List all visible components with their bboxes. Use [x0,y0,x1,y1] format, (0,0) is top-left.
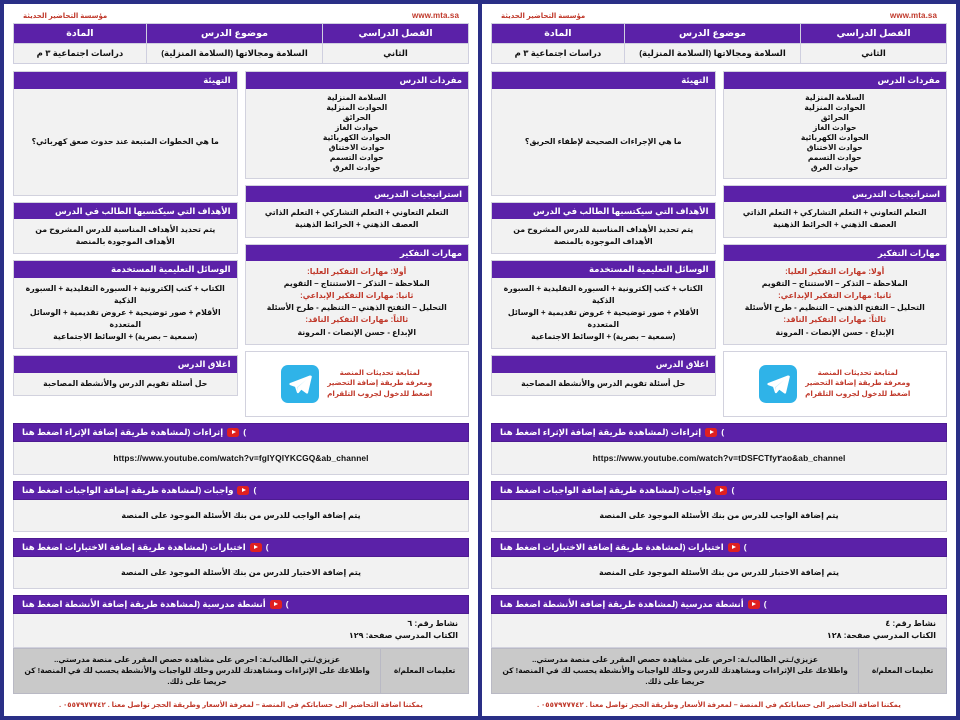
preparation-question: ما هي الإجراءات الصحيحة لإطفاء الحريق؟ [492,89,715,195]
strategies-line-2: العصف الذهني + الخرائط الذهنية [773,220,897,230]
activities-header-label: أنشطة مدرسية (لمشاهدة طريقة إضافة الأنشطة اضغط هنا [500,598,744,609]
activities-header-label: أنشطة مدرسية (لمشاهدة طريقة إضافة الأنشطة اضغط هنا [22,598,266,609]
list-item: الحرائق [820,112,849,122]
activity-details [491,614,947,648]
closing-text: حل أسئلة تقويم الدرس والأنشطة المصاحبة [14,373,237,395]
thinking-group-heading: أولا: مهارات التفكير العليا: [307,267,407,277]
brand-line [491,10,947,23]
thinking-group-text: الملاحظة – التذكر – الاستنتاج – التقويم [283,279,430,289]
enrichment-section [13,423,469,475]
thinking-group-text: التحليل – التفتح الذهني – التنظيم - طرح الأسئلة [266,303,447,313]
activity-number: نشاط رقم: ٤ [885,618,936,628]
objectives-text: يتم تحديد الأهداف المناسبة للدرس المشروح من الأهداف الموجودة بالمنصة [492,219,715,253]
list-item: الحوادث الكهربائية [800,132,869,142]
page-footer: يمكننا اضافة التحاضير الى حساباتكم في المنصة – لمعرفة الأسعار وطريقة الحجز تواصل معنا . ٠٥٥٧٩٧٧٧٤٢ . [59,702,423,709]
homework-section [491,481,947,532]
teaching-aids-content [14,278,237,348]
telegram-icon[interactable] [759,365,797,403]
tests-text: يتم إضافة الاختبار للدرس من بنك الأسئلة الموجود على المنصة [13,557,469,589]
strategies-card [245,185,470,238]
thinking-skills-card [245,244,470,345]
telegram-line-1: لمتابعة تحديثات المنصة [817,367,898,377]
closing-text: حل أسئلة تقويم الدرس والأنشطة المصاحبة [492,373,715,395]
homework-header-label: واجبات (لمشاهدة طريقة إضافة الواجبات اضغط هنا [22,484,234,495]
teaching-aids-card-header: الوسائل التعليمية المستخدمة [492,261,715,278]
teacher-text-line-2: واطلاعك على الإثراءات ومشاهدتك للدرس وحلك للواجبات والأنشطة يحسب لك في المنصة! كن حريصا على ذلك. [24,666,370,687]
thinking-skills-content [246,261,469,343]
activities-header-tail: ) [763,599,767,610]
strategies-line-2: العصف الذهني + الخرائط الذهنية [295,220,419,230]
enrichment-section [491,423,947,475]
table-row [492,648,947,693]
list-item: حوادث التسمم [329,152,384,162]
tests-header-label: اختبارات (لمشاهدة طريقة إضافة الاختبارات اضغط هنا [500,541,724,552]
thinking-group-text: الملاحظة – التذكر – الاستنتاج – التقويم [761,279,908,289]
activity-details [13,614,469,648]
table-row [14,648,469,693]
column-header-subject: المادة [14,24,147,44]
closing-card [491,355,716,396]
strategies-line-1: التعلم التعاوني + التعلم التشاركي + التعلم الذاتي [264,208,449,218]
column-header-term: الفصل الدراسي [801,24,947,44]
activities-header[interactable] [491,595,947,614]
objectives-card-header: الأهداف التي سيكتسبها الطالب في الدرس [14,203,237,220]
preparation-card-header: التهيئة [14,72,237,89]
preparation-question: ما هي الخطوات المتبعة عند حدوث صعق كهربائي؟ [14,89,237,195]
thinking-group-heading: أولا: مهارات التفكير العليا: [785,267,885,277]
telegram-line-2: ومعرفة طريقة إضافة التحضير [805,378,911,388]
activities-section [491,595,947,694]
column-right [723,71,948,417]
list-item: حوادث الاختناق [806,142,863,152]
objectives-card [491,202,716,255]
youtube-icon[interactable] [748,600,760,609]
list-item: حوادث الاختناق [328,142,385,152]
youtube-icon[interactable] [715,486,727,495]
telegram-promo-card[interactable] [723,351,948,417]
cell-subject: دراسات اجتماعية ٣ م [492,44,625,64]
column-right [245,71,470,417]
enrichment-url[interactable]: https://www.youtube.com/watch?v=fgIYQIYKCGQ&ab_channel [13,442,469,475]
youtube-icon[interactable] [705,428,717,437]
homework-header[interactable] [491,481,947,500]
objectives-text: يتم تحديد الأهداف المناسبة للدرس المشروح من الأهداف الموجودة بالمنصة [14,219,237,253]
activities-section [13,595,469,694]
brand-website: www.mta.sa [890,11,937,20]
closing-card-header: اغلاق الدرس [14,356,237,373]
homework-section [13,481,469,532]
activity-book-page: الكتاب المدرسي صفحة: ١٢٨ [826,630,936,640]
list-item: السلامة المنزلية [805,92,865,102]
youtube-icon[interactable] [227,428,239,437]
tests-text: يتم إضافة الاختبار للدرس من بنك الأسئلة الموجود على المنصة [491,557,947,589]
list-item: حوادث الغرق [810,162,859,172]
column-header-term: الفصل الدراسي [323,24,469,44]
thinking-skills-card [723,244,948,345]
homework-header[interactable] [13,481,469,500]
teacher-instructions-label: تعليمات المعلم/ة [381,648,469,693]
thinking-skills-card-header: مهارات التفكير [246,245,469,262]
homework-header-tail: ) [253,485,257,496]
closing-card [13,355,238,396]
list-item: الحرائق [342,112,371,122]
activity-book-page: الكتاب المدرسي صفحة: ١٢٩ [348,630,458,640]
activity-number: نشاط رقم: ٦ [407,618,458,628]
youtube-icon[interactable] [270,600,282,609]
table-row [14,44,469,64]
enrichment-url[interactable]: https://www.youtube.com/watch?v=tDSFCTfy٢ao&ab_channel [491,442,947,475]
enrichment-header-tail: ) [243,427,247,438]
teaching-aids-card [13,260,238,349]
cell-term: الثاني [801,44,947,64]
thinking-group-text: الإبداع - حسن الإنصات - المرونة [297,327,417,337]
tests-header[interactable] [491,538,947,557]
aids-line-3: (سمعية – بصرية) + الوسائط الاجتماعية [53,332,198,342]
tests-section [491,538,947,589]
telegram-promo-text [805,368,910,399]
thinking-group-heading: ثانيا: مهارات التفكير الإبداعي: [778,291,892,301]
table-header-row [492,24,947,44]
strategies-card [723,185,948,238]
telegram-line-3: اضغط للدخول لجروب التلقرام [805,388,911,398]
thinking-group-heading: ثالثاً: مهارات التفكير الناقد: [783,315,887,325]
teacher-instructions-text [492,648,859,693]
tests-header-tail: ) [743,542,747,553]
cell-topic: السلامة ومجالاتها (السلامة المنزلية) [146,44,322,64]
thinking-group-heading: ثالثاً: مهارات التفكير الناقد: [305,315,409,325]
activities-header-tail: ) [285,599,289,610]
list-item: السلامة المنزلية [327,92,387,102]
lesson-plan-page-left [480,0,960,720]
teacher-text-line-1: عزيزي/ـتي الطالب/ـة: احرص على مشاهدة حصص المقرر على منصة مدرستي.. [532,654,819,664]
telegram-promo-text [327,368,432,399]
column-header-topic: موضوع الدرس [624,24,800,44]
table-row [492,44,947,64]
telegram-icon[interactable] [281,365,319,403]
homework-header-label: واجبات (لمشاهدة طريقة إضافة الواجبات اضغط هنا [500,484,712,495]
vocab-card-header: مفردات الدرس [724,72,947,89]
teacher-instructions-table [13,648,469,694]
vocab-card [245,71,470,179]
strategies-card-header: استراتيجيات التدريس [246,186,469,203]
objectives-card [13,202,238,255]
column-header-topic: موضوع الدرس [146,24,322,44]
aids-line-2: الأقلام + صور توضيحية + عروض تقديمية + الوسائل المتعددة [507,308,699,330]
list-item: الحوادث المنزلية [326,102,388,112]
closing-card-header: اغلاق الدرس [492,356,715,373]
objectives-card-header: الأهداف التي سيكتسبها الطالب في الدرس [492,203,715,220]
body-two-columns [491,71,947,417]
preparation-card-header: التهيئة [492,72,715,89]
column-left [491,71,716,417]
teacher-instructions-text [14,648,381,693]
list-item: الحوادث المنزلية [804,102,866,112]
body-two-columns [13,71,469,417]
telegram-line-2: ومعرفة طريقة إضافة التحضير [327,378,433,388]
aids-line-1: الكتاب + كتب إلكترونية + السبورة التقليدية + السبورة الذكية [503,284,703,306]
thinking-group-text: الإبداع - حسن الإنصات - المرونة [775,327,895,337]
homework-text: يتم إضافة الواجب للدرس من بنك الأسئلة الموجود على المنصة [491,500,947,532]
strategies-content [724,202,947,236]
strategies-content [246,202,469,236]
thinking-skills-content [724,261,947,343]
teaching-aids-card [491,260,716,349]
vocab-card-header: مفردات الدرس [246,72,469,89]
preparation-card [13,71,238,196]
enrichment-header-tail: ) [721,427,725,438]
list-item: حوادث الغرق [332,162,381,172]
cell-term: الثاني [323,44,469,64]
column-left [13,71,238,417]
thinking-group-text: التحليل – التفتح الذهني – التنظيم - طرح الأسئلة [744,303,925,313]
teacher-text-line-1: عزيزي/ـتي الطالب/ـة: احرص على مشاهدة حصص المقرر على منصة مدرستي.. [54,654,341,664]
cell-topic: السلامة ومجالاتها (السلامة المنزلية) [624,44,800,64]
list-item: حوادث التسمم [807,152,862,162]
tests-section [13,538,469,589]
homework-header-tail: ) [731,485,735,496]
youtube-icon[interactable] [250,543,262,552]
cell-subject: دراسات اجتماعية ٣ م [14,44,147,64]
preparation-card [491,71,716,196]
teaching-aids-card-header: الوسائل التعليمية المستخدمة [14,261,237,278]
list-item: حوادث الغاز [813,122,857,132]
youtube-icon[interactable] [728,543,740,552]
enrichment-header-label: إثراءات (لمشاهدة طريقة إضافة الإثراء اضغط هنا [500,426,702,437]
list-item: حوادث الغاز [335,122,379,132]
enrichment-header-label: إثراءات (لمشاهدة طريقة إضافة الإثراء اضغط هنا [22,426,224,437]
vocab-list [246,89,469,178]
lesson-info-table [13,23,469,64]
vocab-card [723,71,948,179]
brand-website: www.mta.sa [412,11,459,20]
tests-header-label: اختبارات (لمشاهدة طريقة إضافة الاختبارات اضغط هنا [22,541,246,552]
column-header-subject: المادة [492,24,625,44]
brand-organization: مؤسسة التحاضير الحديثة [23,12,108,20]
teacher-text-line-2: واطلاعك على الإثراءات ومشاهدتك للدرس وحلك للواجبات والأنشطة يحسب لك في المنصة! كن حريصا على ذلك. [502,666,848,687]
page-footer: يمكننا اضافة التحاضير الى حساباتكم في المنصة – لمعرفة الأسعار وطريقة الحجز تواصل معنا . ٠٥٥٧٩٧٧٧٤٢ . [537,702,901,709]
strategies-line-1: التعلم التعاوني + التعلم التشاركي + التعلم الذاتي [742,208,927,218]
teacher-instructions-table [491,648,947,694]
telegram-line-3: اضغط للدخول لجروب التلقرام [327,388,433,398]
list-item: الحوادث الكهربائية [322,132,391,142]
activities-header[interactable] [13,595,469,614]
vocab-list [724,89,947,178]
tests-header[interactable] [13,538,469,557]
brand-line [13,10,469,23]
table-header-row [14,24,469,44]
strategies-card-header: استراتيجيات التدريس [724,186,947,203]
thinking-group-heading: ثانيا: مهارات التفكير الإبداعي: [300,291,414,301]
teacher-instructions-label: تعليمات المعلم/ة [859,648,947,693]
aids-line-1: الكتاب + كتب إلكترونية + السبورة التقليدية + السبورة الذكية [25,284,225,306]
homework-text: يتم إضافة الواجب للدرس من بنك الأسئلة الموجود على المنصة [13,500,469,532]
thinking-skills-card-header: مهارات التفكير [724,245,947,262]
enrichment-header[interactable] [491,423,947,442]
lesson-info-table [491,23,947,64]
youtube-icon[interactable] [237,486,249,495]
telegram-promo-card[interactable] [245,351,470,417]
tests-header-tail: ) [265,542,269,553]
enrichment-header[interactable] [13,423,469,442]
teaching-aids-content [492,278,715,348]
brand-organization: مؤسسة التحاضير الحديثة [501,12,586,20]
telegram-line-1: لمتابعة تحديثات المنصة [339,367,420,377]
aids-line-2: الأقلام + صور توضيحية + عروض تقديمية + الوسائل المتعددة [29,308,221,330]
aids-line-3: (سمعية – بصرية) + الوسائط الاجتماعية [531,332,676,342]
